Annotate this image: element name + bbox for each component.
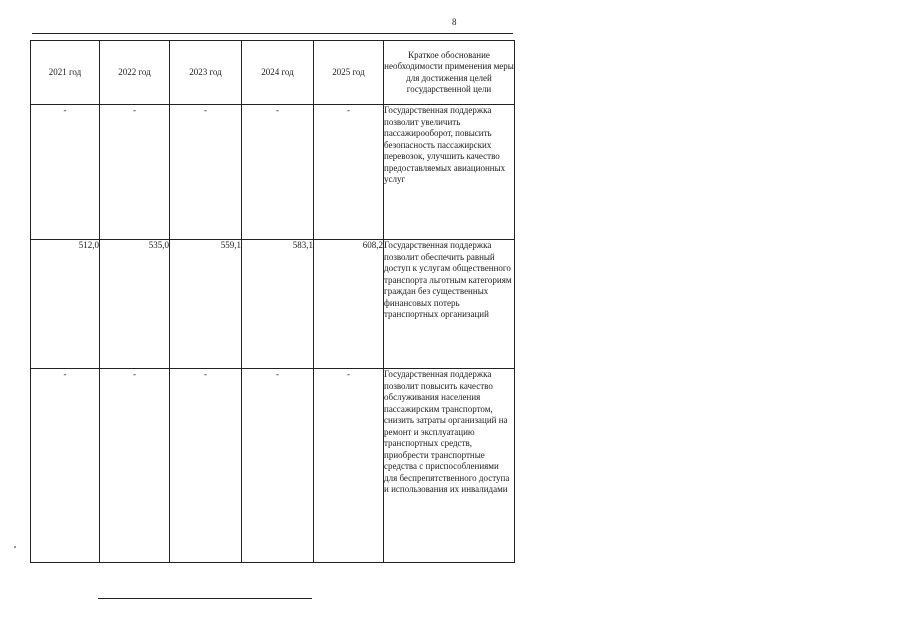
cell-2022: - (100, 369, 170, 563)
cell-2025: 608,2 (314, 240, 384, 369)
header-year-2024: 2024 год (242, 41, 314, 105)
cell-2022: 535,0 (100, 240, 170, 369)
cell-2023: 559,1 (170, 240, 242, 369)
cell-justification: Государственная поддержка позволит увеличить пассажирооборот, повысить безопасность пассажирских перевозок, улучшить качество предоставляемых авиационных услуг (384, 105, 515, 240)
cell-2023: - (170, 105, 242, 240)
cell-justification: Государственная поддержка позволит обеспечить равный доступ к услугам общественного транспорта льготным категориям граждан без существенных финансовых потерь транспортных организаций (384, 240, 515, 369)
cell-2025: - (314, 369, 384, 563)
table-row (31, 105, 515, 240)
top-rule (32, 33, 513, 34)
cell-2023: - (170, 369, 242, 563)
cell-2021: - (31, 105, 100, 240)
cell-2024: - (242, 105, 314, 240)
cell-justification: Государственная поддержка позволит повысить качество обслуживания населения пассажирским транспортом, снизить затраты организаций на ремонт и эксплуатацию транспортных средств, приобрести транспортные средства с приспособлениями для беспрепятственного доступа и использования их инвалидами (384, 369, 515, 563)
cell-2024: - (242, 369, 314, 563)
cell-2021: - (31, 369, 100, 563)
table-row (31, 240, 515, 369)
header-year-2021: 2021 год (31, 41, 100, 105)
header-year-2025: 2025 год (314, 41, 384, 105)
cell-2025: - (314, 105, 384, 240)
header-year-2022: 2022 год (100, 41, 170, 105)
scan-speck (14, 546, 16, 548)
header-year-2023: 2023 год (170, 41, 242, 105)
cell-2021: 512,0 (31, 240, 100, 369)
footnote-rule (98, 598, 312, 599)
measures-table (30, 40, 515, 563)
table-header-row (31, 41, 515, 105)
page-number: 8 (452, 17, 457, 27)
cell-2024: 583,1 (242, 240, 314, 369)
table-row (31, 369, 515, 563)
header-justification: Краткое обоснование необходимости применения меры для достижения целей государственной цели (384, 41, 515, 105)
cell-2022: - (100, 105, 170, 240)
